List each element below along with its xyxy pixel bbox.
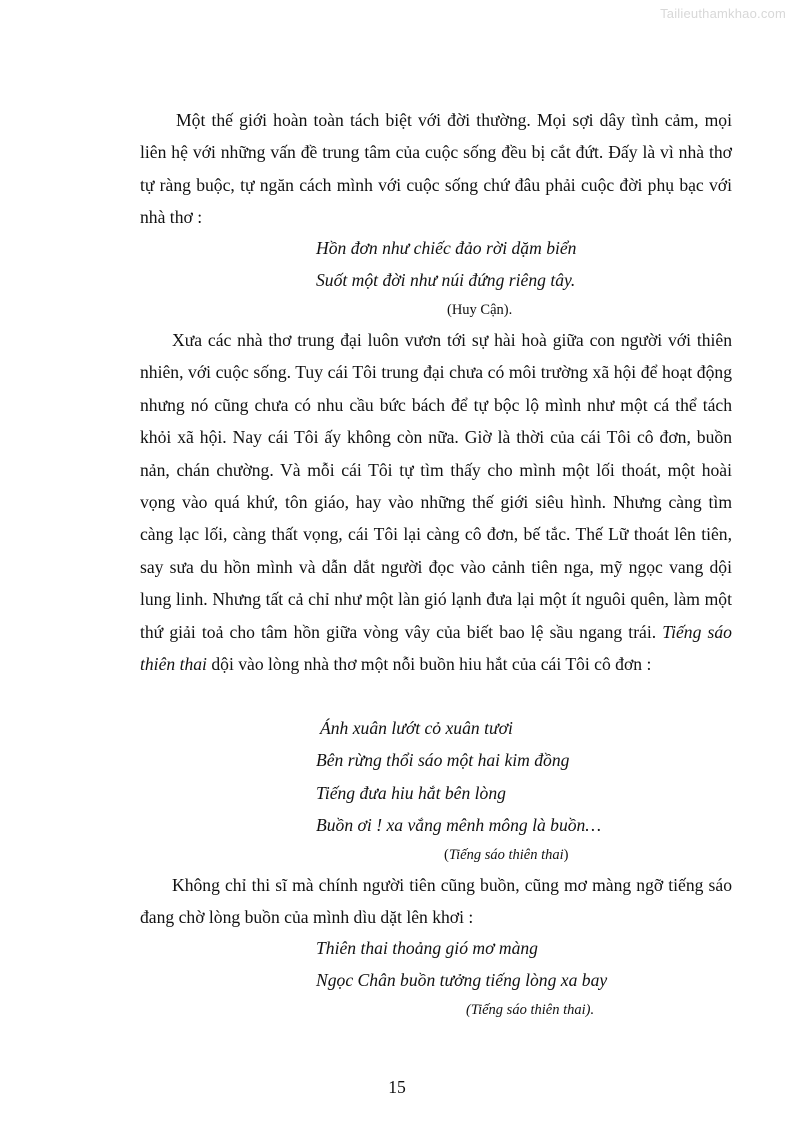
paragraph-3-text: Không chỉ thi sĩ mà chính người tiên cũng buồn, cũng mơ màng ngỡ tiếng sáo đang chờ lòng buồn của mình dìu dặt lên khơi : (140, 875, 732, 928)
paragraph-3 (140, 869, 732, 934)
paragraph-1-text: Một thế giới hoàn toàn tách biệt với đời thường. Mọi sợi dây tình cảm, mọi liên hệ với những vấn đề trung tâm của cuộc sống đều bị cắt đứt. Đấy là vì nhà thơ tự ràng buộc, tự ngăn cách mình với cuộc sống chứ đâu phải cuộc đời phụ bạc với nhà thơ : (140, 110, 732, 228)
poem-line: Ngọc Chân buồn tưởng tiếng lòng xa bay (316, 970, 608, 991)
paragraph-2-tail: dội vào lòng nhà thơ một nỗi buồn hiu hắt của cái Tôi cô đơn : (211, 654, 652, 675)
poem-line: Ánh xuân lướt cỏ xuân tươi (320, 718, 513, 738)
paragraph-2-text: Xưa các nhà thơ trung đại luôn vươn tới sự hài hoà giữa con người với thiên nhiên, với cuộc sống. Tuy cái Tôi trung đại chưa có môi trường xã hội để hoạt động nhưng nó cũng chưa có nhu cầu bức bách để tự bộc lộ mình như một cá thể tách khỏi xã hội. Nay cái Tôi ấy không còn nữa. Giờ là thời của cái Tôi cô đơn, buồn nản, chán chường. Và mỗi cái Tôi tự tìm thấy cho mình một lối thoát, một hoài vọng vào quá khứ, tôn giáo, hay vào những thế giới siêu hình. Nhưng càng tìm càng lạc lối, càng thất vọng, cái Tôi lại càng cô đơn, bế tắc. Thế Lữ thoát lên tiên, say sưa du hồn mình và dẫn dắt người đọc vào cảnh tiên nga, mỹ ngọc vang dội lung linh. Nhưng tất cả chỉ như một làn gió lạnh đưa lại một ít nguôi quên, làm một thứ giải toả cho tâm hồn giữa vòng vây của biết bao lệ sầu ngang trái. (140, 330, 732, 642)
poem-3 (316, 932, 607, 997)
page-number: 15 (388, 1077, 406, 1097)
poem-line: Hồn đơn như chiếc đảo rời dặm biển (316, 238, 577, 258)
paragraph-2 (140, 324, 732, 680)
paragraph-1 (140, 104, 732, 234)
poem-line: Thiên thai thoảng gió mơ màng (316, 938, 538, 958)
poem-line: Suốt một đời như núi đứng riêng tây. (316, 270, 576, 291)
citation-1: (Huy Cận). (447, 302, 513, 318)
poem-line: Tiếng đưa hiu hắt bên lòng (316, 782, 506, 803)
poem-2 (316, 712, 601, 842)
watermark: Tailieuthamkhao.com (660, 6, 786, 21)
citation-3: (Tiếng sáo thiên thai). (466, 1002, 595, 1018)
poem-1 (316, 232, 576, 297)
citation-2-title: Tiếng sáo thiên thai (448, 847, 564, 863)
work-title: Tiếng sáo thiên thai (140, 621, 732, 675)
citation-2: (Tiếng sáo thiên thai) (444, 847, 569, 863)
poem-line: Bên rừng thổi sáo một hai kim đồng (316, 750, 570, 771)
poem-line: Buồn ơi ! xa vắng mênh mông là buồn… (316, 815, 601, 836)
